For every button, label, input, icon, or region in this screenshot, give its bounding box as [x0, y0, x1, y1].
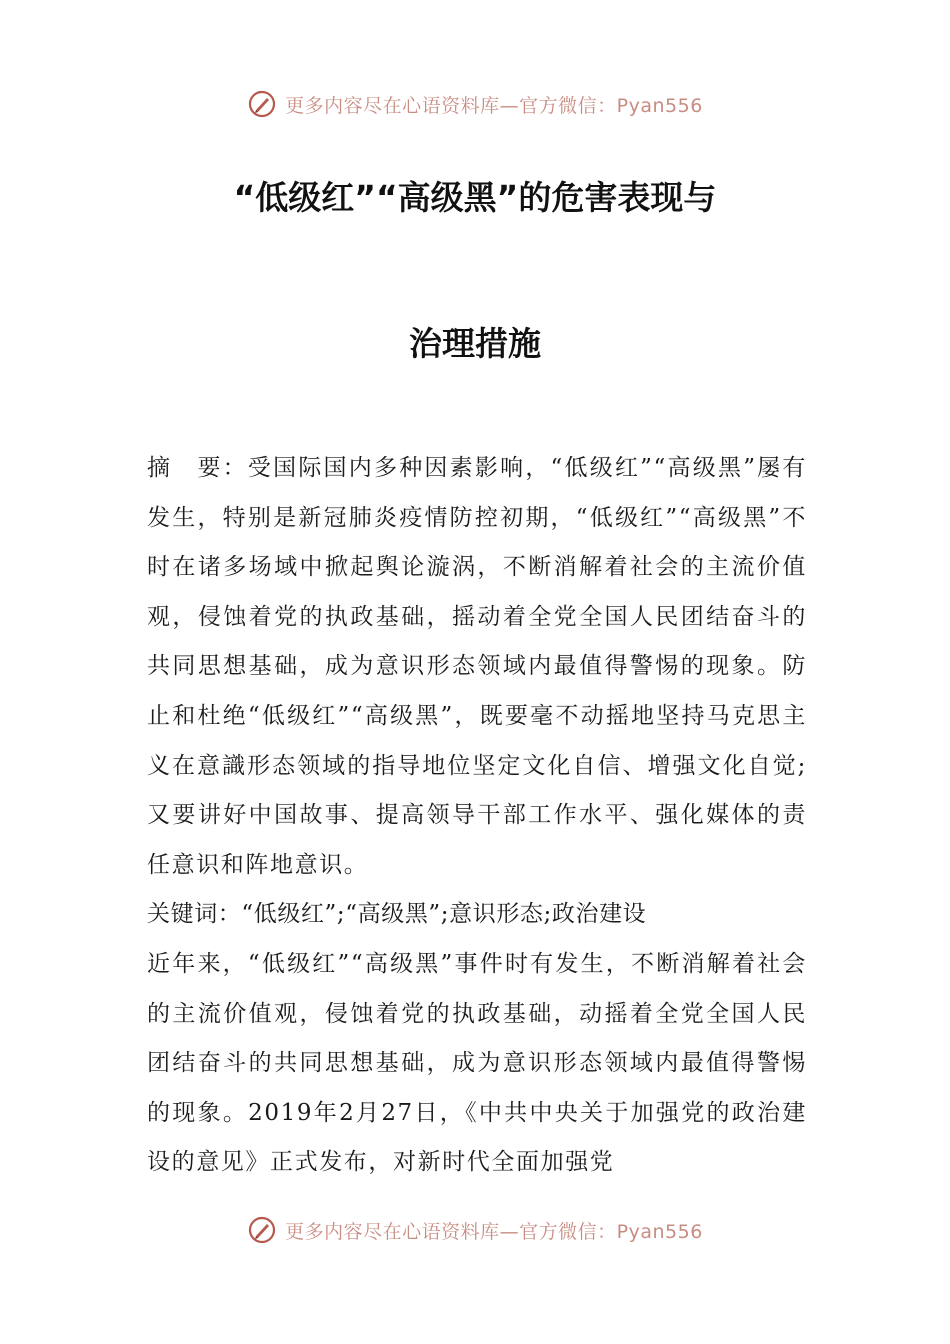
abstract-paragraph: 摘 要：受国际国内多种因素影响，“低级红”“高级黑”屡有发生，特别是新冠肺炎疫情防控初期，“低级红”“高级黑”不时在诸多场域中掀起舆论漩涡，不断消解着社会的主流价值观，侵蚀着党的执政基础，摇动着全党全国人民团结奋斗的共同思想基础，成为意识形态领域内最值得警惕的现象。防止和杜绝“低级红”“高级黑”，既要毫不动摇地坚持马克思主义在意識形态领域的指导地位坚定文化自信、增强文化自觉;又要讲好中国故事、提高领导干部工作水平、强化媒体的责任意识和阵地意识。	[147, 455, 807, 878]
pen-logo-icon	[247, 1215, 277, 1245]
watermark-text: 更多内容尽在心语资料库—官方微信：Pyan556	[285, 94, 703, 117]
intro-paragraph: 近年来，“低级红”“高级黑”事件时有发生，不断消解着社会的主流价值观，侵蚀着党的执政基础，动摇着全党全国人民团结奋斗的共同思想基础，成为意识形态领域内最值得警惕的现象。2019年2月27日，《中共中央关于加强党的政治建设的意见》正式发布，对新时代全面加强党	[147, 950, 807, 1176]
document-title-line1: “低级红”“高级黑”的危害表现与	[233, 178, 717, 217]
document-body	[147, 444, 807, 1188]
pen-logo-icon	[247, 89, 277, 119]
watermark-text: 更多内容尽在心语资料库—官方微信：Pyan556	[285, 1220, 703, 1243]
watermark-header	[0, 86, 950, 122]
watermark-footer	[0, 1212, 950, 1248]
keywords-line: 关键词：“低级红”;“高级黑”;意识形态;政治建设	[147, 901, 647, 928]
document-title-line2: 治理措施	[409, 324, 541, 363]
